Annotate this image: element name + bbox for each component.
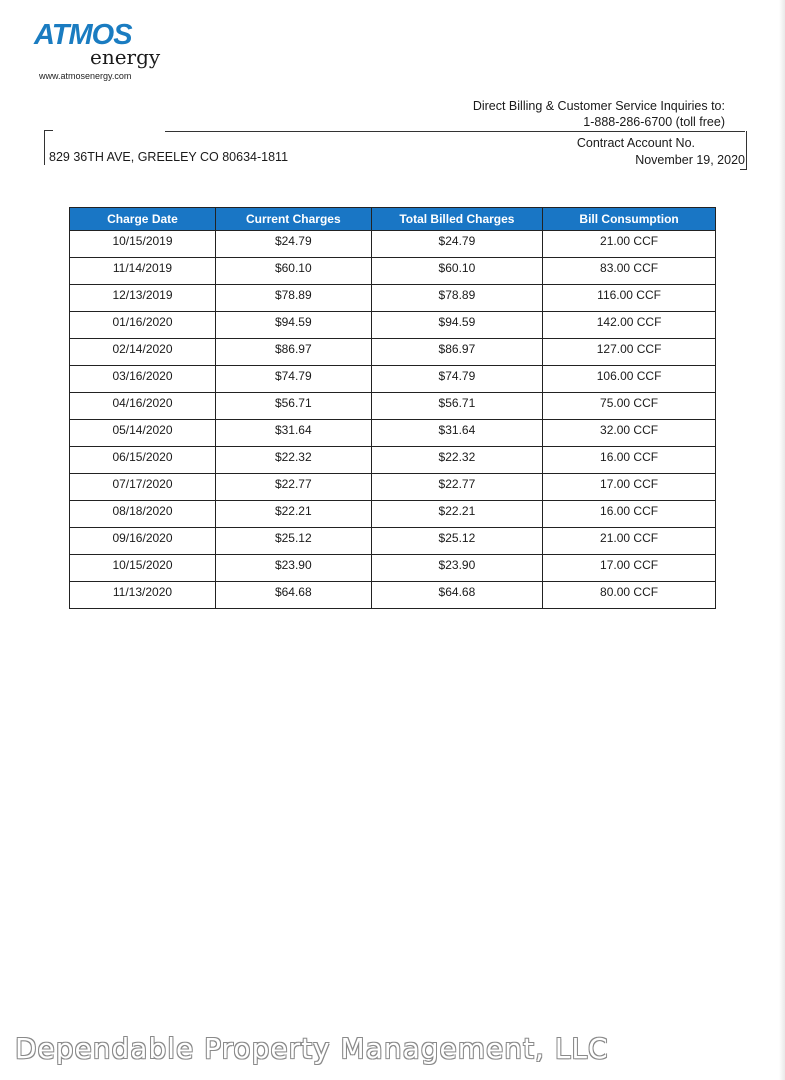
table-row [70,582,716,609]
table-row [70,447,716,474]
table-row [70,420,716,447]
charge-date-cell: 02/14/2020 [70,339,216,366]
bill-consumption-cell: 80.00 CCF [543,582,716,609]
total-billed-charges-cell: $60.10 [371,258,542,285]
charge-date-cell: 07/17/2020 [70,474,216,501]
inquiries-line1: Direct Billing & Customer Service Inquiries to: [472,99,725,113]
current-charges-cell: $22.21 [215,501,371,528]
column-header-total-billed-charges: Total Billed Charges [371,208,542,231]
total-billed-charges-cell: $94.59 [371,312,542,339]
bill-consumption-cell: 21.00 CCF [543,231,716,258]
current-charges-cell: $31.64 [215,420,371,447]
charge-date-cell: 08/18/2020 [70,501,216,528]
total-billed-charges-cell: $24.79 [371,231,542,258]
table-body [70,231,716,609]
column-header-current-charges: Current Charges [215,208,371,231]
bill-consumption-cell: 106.00 CCF [543,366,716,393]
current-charges-cell: $94.59 [215,312,371,339]
bill-consumption-cell: 16.00 CCF [543,447,716,474]
inquiries-block [473,98,725,130]
bill-consumption-cell: 127.00 CCF [543,339,716,366]
current-charges-cell: $22.77 [215,474,371,501]
charge-date-cell: 04/16/2020 [70,393,216,420]
charges-table [69,207,716,609]
watermark-footer: Dependable Property Management, LLC [15,1032,609,1065]
page-edge-shadow [779,0,785,1080]
total-billed-charges-cell: $31.64 [371,420,542,447]
bill-consumption-cell: 116.00 CCF [543,285,716,312]
total-billed-charges-cell: $22.21 [371,501,542,528]
column-header-bill-consumption: Bill Consumption [543,208,716,231]
charge-date-cell: 01/16/2020 [70,312,216,339]
current-charges-cell: $78.89 [215,285,371,312]
bill-consumption-cell: 83.00 CCF [543,258,716,285]
logo-brand-top: ATMOS [34,19,132,51]
bill-consumption-cell: 16.00 CCF [543,501,716,528]
logo-brand-bottom: energy [90,45,161,69]
charge-date-cell: 11/13/2020 [70,582,216,609]
table-row [70,312,716,339]
total-billed-charges-cell: $86.97 [371,339,542,366]
table-row [70,555,716,582]
current-charges-cell: $25.12 [215,528,371,555]
service-address: 829 36TH AVE, GREELEY CO 80634-1811 [49,150,289,164]
current-charges-cell: $74.79 [215,366,371,393]
table-row [70,474,716,501]
current-charges-cell: $56.71 [215,393,371,420]
charge-date-cell: 06/15/2020 [70,447,216,474]
current-charges-cell: $23.90 [215,555,371,582]
table-row [70,339,716,366]
bill-consumption-cell: 17.00 CCF [543,474,716,501]
current-charges-cell: $64.68 [215,582,371,609]
current-charges-cell: $24.79 [215,231,371,258]
table-row [70,528,716,555]
charge-date-cell: 05/14/2020 [70,420,216,447]
table-row [70,258,716,285]
total-billed-charges-cell: $25.12 [371,528,542,555]
bill-consumption-cell: 142.00 CCF [543,312,716,339]
table-row [70,231,716,258]
table-row [70,393,716,420]
table-row [70,366,716,393]
table-row [70,285,716,312]
current-charges-cell: $86.97 [215,339,371,366]
total-billed-charges-cell: $23.90 [371,555,542,582]
statement-date: November 19, 2020 [635,153,745,167]
inquiries-phone: 1-888-286-6700 (toll free) [583,115,725,129]
logo-url: www.atmosenergy.com [39,71,132,81]
charge-date-cell: 10/15/2019 [70,231,216,258]
current-charges-cell: $60.10 [215,258,371,285]
bill-consumption-cell: 75.00 CCF [543,393,716,420]
current-charges-cell: $22.32 [215,447,371,474]
total-billed-charges-cell: $64.68 [371,582,542,609]
divider-line [165,131,745,132]
total-billed-charges-cell: $22.77 [371,474,542,501]
bill-consumption-cell: 17.00 CCF [543,555,716,582]
bill-consumption-cell: 21.00 CCF [543,528,716,555]
total-billed-charges-cell: $56.71 [371,393,542,420]
total-billed-charges-cell: $78.89 [371,285,542,312]
contract-account-label: Contract Account No. [576,136,695,150]
charge-date-cell: 11/14/2019 [70,258,216,285]
charge-date-cell: 10/15/2020 [70,555,216,582]
total-billed-charges-cell: $74.79 [371,366,542,393]
column-header-charge-date: Charge Date [70,208,216,231]
charge-date-cell: 09/16/2020 [70,528,216,555]
bill-consumption-cell: 32.00 CCF [543,420,716,447]
charge-date-cell: 12/13/2019 [70,285,216,312]
total-billed-charges-cell: $22.32 [371,447,542,474]
table-row [70,501,716,528]
charge-date-cell: 03/16/2020 [70,366,216,393]
table-header-row [70,208,716,231]
